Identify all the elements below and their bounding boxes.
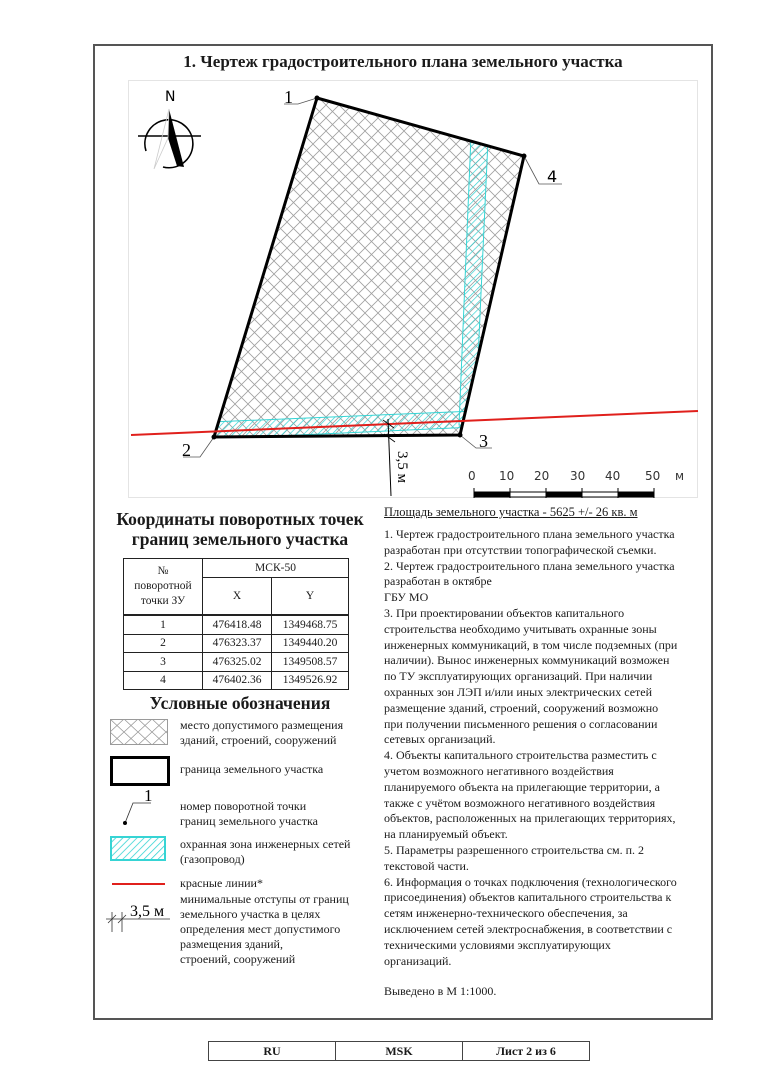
legend-item-setbacks: минимальные отступы от границ земельного участка в целях определения мест допустимого размещения зданий, строений, сооружений [180,892,349,966]
point-label-3 [460,431,492,451]
point-label-4 [524,156,562,186]
svg-text:1: 1 [144,786,153,805]
svg-text:3: 3 [479,431,488,451]
point-label-1 [284,87,317,107]
svg-text:10: 10 [499,469,515,483]
svg-text:м: м [675,469,685,483]
point-marker-icon [118,786,163,828]
footer-region: RU [209,1042,336,1060]
svg-text:40: 40 [605,469,621,483]
svg-text:20: 20 [534,469,550,483]
legend-title: Условные обозначения [149,693,331,713]
scale-note: Выведено в М 1:1000. [384,984,497,999]
crosshatch-swatch-icon [110,719,168,745]
svg-text:N: N [165,89,176,105]
boundary-swatch-icon [110,756,170,786]
svg-text:3,5 м: 3,5 м [130,903,165,920]
legend-item-point-number: номер поворотной точки границ земельного участка [180,799,318,828]
header-y: Y [272,578,349,616]
coordinates-title [104,509,376,549]
svg-text:1: 1 [284,87,293,107]
table-row: 3 476325.02 1349508.57 [124,653,349,672]
page-title: 1. Чертеж градостроительного плана земельного участка [183,52,623,71]
red-line-icon [112,883,165,885]
legend-item-buildable-area: место допустимого размещения зданий, строений, сооружений [180,718,344,747]
scale-bar [468,469,684,498]
svg-text:0: 0 [468,469,476,483]
table-row: 1 476418.48 1349468.75 [124,615,349,634]
header-coordinate-system: МСК-50 [203,559,349,578]
table-row: 4 476402.36 1349526.92 [124,671,349,690]
svg-text:4: 4 [547,167,558,186]
footer-code: MSK [336,1042,463,1060]
legend-item-boundary: граница земельного участка [180,762,324,776]
table-row: 2 476323.37 1349440.20 [124,634,349,653]
plot-area-text: Площадь земельного участка - 5625 +/- 26 кв. м [384,505,638,519]
coordinates-table [123,558,349,690]
setback-marker-icon [104,896,174,936]
site-plan-drawing [128,80,698,498]
footer-stamp [208,1041,590,1061]
header-x: X [203,578,272,616]
svg-text:30: 30 [570,469,586,483]
svg-text:50: 50 [645,469,661,483]
point-label-2 [182,437,214,460]
protection-zone-swatch-icon [110,836,166,861]
coordinates-title-line1: Координаты поворотных точек [116,509,364,529]
header-point-number: № поворотной точки ЗУ [124,559,203,616]
coordinates-title-line2: границ земельного участка [131,529,349,549]
north-arrow-icon [138,89,201,169]
legend-item-protection-zone: охранная зона инженерных сетей (газопровод) [180,837,351,866]
svg-text:2: 2 [182,440,191,460]
legend-item-red-lines: красные линии* [180,876,263,890]
notes-block: 1. Чертеж градостроительного плана земельного участка разработан при отсутствии топографической съемки. 2. Чертеж градостроительного плана земельного участка разработан в октябре ГБУ МО 3. При проектировании объектов капитального строительства необходимо учитывать охранные зоны инженерных коммуникаций, в том числе подземных (при наличии). Вынос инженерных коммуникаций возможен по ТУ эксплуатирующих организаций. При наличии охранных зон ЛЭП и/или иных электрических сетей размещение зданий, строений, сооружений возможно при получении письменного решения о согласовании сетевых организаций. 4. Объекты капитального строительства разместить с учетом возможного негативного воздействия планируемого объекта на прилегающие территории, а также с учётом возможного негативного воздействия объектов, расположенных на прилегающих территориях, на планируемый объект. 5. Параметры разрешенного строительства см. п. 2 текстовой части. 6. Информация о точках подключения (технологического присоединения) объектов капитального строительства к сетям инженерно-технического обеспечения, за исключением сетей электроснабжения, в соответствии с техническими условиями эксплуатирующих организаций. Выведено в М 1:1000. [384,527,714,1000]
svg-text:3,5 м: 3,5 м [394,451,410,483]
footer-sheet-number: Лист 2 из 6 [496,1044,556,1058]
